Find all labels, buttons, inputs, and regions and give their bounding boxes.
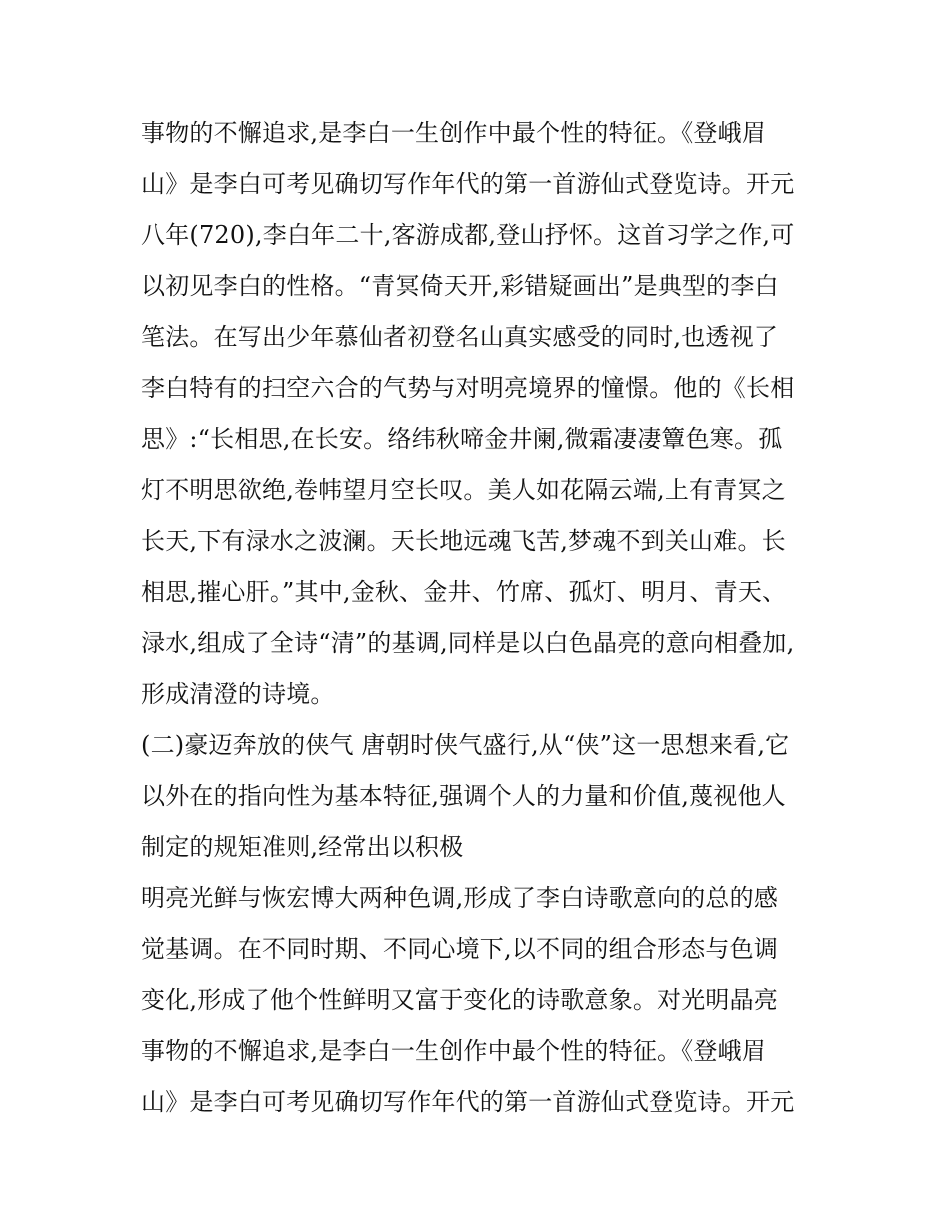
text-line-11: 渌水,组成了全诗“清”的基调,同样是以白色晶亮的意向相叠加, xyxy=(141,629,795,657)
text-line-9: 长天,下有渌水之波澜。天长地远魂飞苦,梦魂不到关山难。长 xyxy=(141,527,786,555)
text-line-1: 事物的不懈追求,是李白一生创作中最个性的特征。《登峨眉 xyxy=(141,119,767,147)
text-line-14: 以外在的指向性为基本特征,强调个人的力量和价值,蔑视他人 xyxy=(141,782,786,810)
body-text xyxy=(141,108,821,1128)
text-line-8: 灯不明思欲绝,卷帏望月空长叹。美人如花隔云端,上有青冥之 xyxy=(141,476,786,504)
text-line-20: 山》是李白可考见确切写作年代的第一首游仙式登览诗。开元 xyxy=(141,1088,795,1116)
text-line-16: 明亮光鲜与恢宏博大两种色调,形成了李白诗歌意向的总的感 xyxy=(141,884,779,912)
text-line-15: 制定的规矩准则,经常出以积极 xyxy=(141,833,464,861)
text-line-4: 以初见李白的性格。“青冥倚天开,彩错疑画出”是典型的李白 xyxy=(141,272,779,300)
text-line-2: 山》是李白可考见确切写作年代的第一首游仙式登览诗。开元 xyxy=(141,170,795,198)
text-line-17: 觉基调。在不同时期、不同心境下,以不同的组合形态与色调 xyxy=(141,935,779,963)
text-line-3: 八年(720),李白年二十,客游成都,登山抒怀。这首习学之作,可 xyxy=(141,221,795,249)
text-line-5: 笔法。在写出少年慕仙者初登名山真实感受的同时,也透视了 xyxy=(141,323,779,351)
text-line-7: 思》:“长相思,在长安。络纬秋啼金井阑,微霜凄凄簟色寒。孤 xyxy=(141,425,783,453)
text-line-6: 李白特有的扫空六合的气势与对明亮境界的憧憬。他的《长相 xyxy=(141,374,795,402)
text-line-18: 变化,形成了他个性鲜明又富于变化的诗歌意象。对光明晶亮 xyxy=(141,986,779,1014)
text-line-10: 相思,摧心肝。”其中,金秋、金井、竹席、孤灯、明月、青天、 xyxy=(141,578,787,606)
text-line-12: 形成清澄的诗境。 xyxy=(141,680,335,708)
text-line-19: 事物的不懈追求,是李白一生创作中最个性的特征。《登峨眉 xyxy=(141,1037,767,1065)
text-line-13: (二)豪迈奔放的侠气 唐朝时侠气盛行,从“侠”这一思想来看,它 xyxy=(141,731,790,759)
